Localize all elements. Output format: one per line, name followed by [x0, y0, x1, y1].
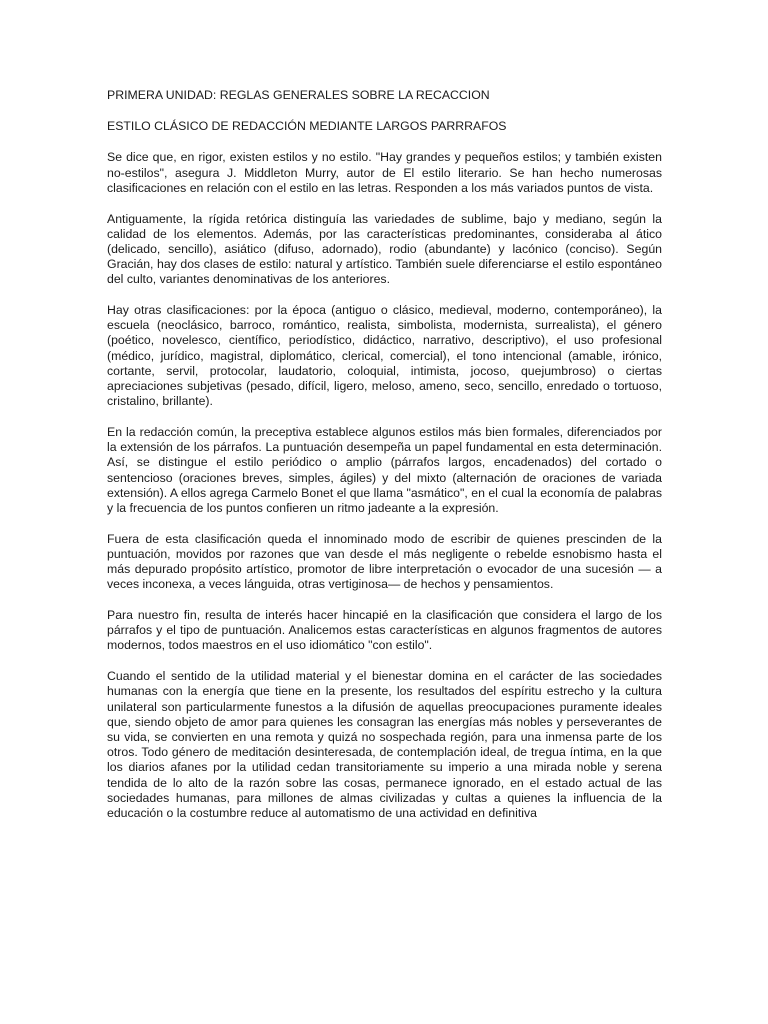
paragraph-2: Antiguamente, la rígida retórica distinguía las variedades de sublime, bajo y mediano, según la calidad de los elementos. Además, por las características predominantes, consideraba al ático (delicado, sencillo), asiático (difuso, adornado), rodio (abundante) y lacónico (conciso). Según Gracián, hay dos clases de estilo: natural y artístico. También suele diferenciarse el estilo espontáneo del culto, variantes denominativas de los anteriores.: [107, 211, 662, 287]
paragraph-7: Cuando el sentido de la utilidad material y el bienestar domina en el carácter de las sociedades humanas con la energía que tiene en la presente, los resultados del espíritu estrecho y la cultura unilateral son particularmente funestos a la difusión de aquellas preocupaciones puramente ideales que, siendo objeto de amor para quienes les consagran las energías más nobles y perseverantes de su vida, se convierten en una remota y quizá no sospechada región, para una inmensa parte de los otros. Todo género de meditación desinteresada, de contemplación ideal, de tregua íntima, en la que los diarios afanes por la utilidad cedan transitoriamente su imperio a una mirada noble y serena tendida de lo alto de la razón sobre las cosas, permanece ignorado, en el estado actual de las sociedades humanas, para millones de almas civilizadas y cultas a quienes la influencia de la educación o la costumbre reduce al automatismo de una actividad en definitiva: [107, 669, 662, 820]
paragraph-3: Hay otras clasificaciones: por la época (antiguo o clásico, medieval, moderno, contemporáneo), la escuela (neoclásico, barroco, romántico, realista, simbolista, modernista, surrealista), el género (poético, novelesco, científico, periodístico, didáctico, narrativo, descriptivo), el uso profesional (médico, jurídico, magistral, diplomático, clerical, comercial), el tono intencional (amable, irónico, cortante, servil, protocolar, laudatorio, coloquial, intimista, jocoso, quejumbroso) o ciertas apreciaciones subjetivas (pesado, difícil, ligero, meloso, ameno, seco, sencillo, enredado o tortuoso, cristalino, brillante).: [107, 303, 662, 409]
unit-title: PRIMERA UNIDAD: REGLAS GENERALES SOBRE LA RECACCION: [107, 88, 490, 102]
document-page: [107, 88, 662, 837]
section-title: ESTILO CLÁSICO DE REDACCIÓN MEDIANTE LARGOS PARRRAFOS: [107, 119, 507, 134]
paragraph-1: Se dice que, en rigor, existen estilos y no estilo. "Hay grandes y pequeños estilos; y también existen no-estilos", asegura J. Middleton Murry, autor de El estilo literario. Se han hecho numerosas clasificaciones en relación con el estilo en las letras. Responden a los más variados puntos de vista.: [107, 150, 662, 195]
paragraph-4: En la redacción común, la preceptiva establece algunos estilos más bien formales, diferenciados por la extensión de los párrafos. La puntuación desempeña un papel fundamental en esta determinación. Así, se distingue el estilo periódico o amplio (párrafos largos, encadenados) del cortado o sentencioso (oraciones breves, simples, ágiles) y del mixto (alternación de oraciones de variada extensión). A ellos agrega Carmelo Bonet el que llama "asmático", en el cual la economía de palabras y la frecuencia de los puntos confieren un ritmo jadeante a la expresión.: [107, 424, 662, 515]
paragraph-6: Para nuestro fin, resulta de interés hacer hincapié en la clasificación que considera el largo de los párrafos y el tipo de puntuación. Analicemos estas características en algunos fragmentos de autores modernos, todos maestros en el uso idiomático "con estilo".: [107, 607, 662, 653]
paragraph-5: Fuera de esta clasificación queda el innominado modo de escribir de quienes prescinden de la puntuación, movidos por razones que van desde el más negligente o rebelde esnobismo hasta el más depurado propósito artístico, promotor de libre interpretación o evocador de una sucesión — a veces inconexa, a veces lánguida, otras vertiginosa— de hechos y pensamientos.: [107, 531, 662, 592]
